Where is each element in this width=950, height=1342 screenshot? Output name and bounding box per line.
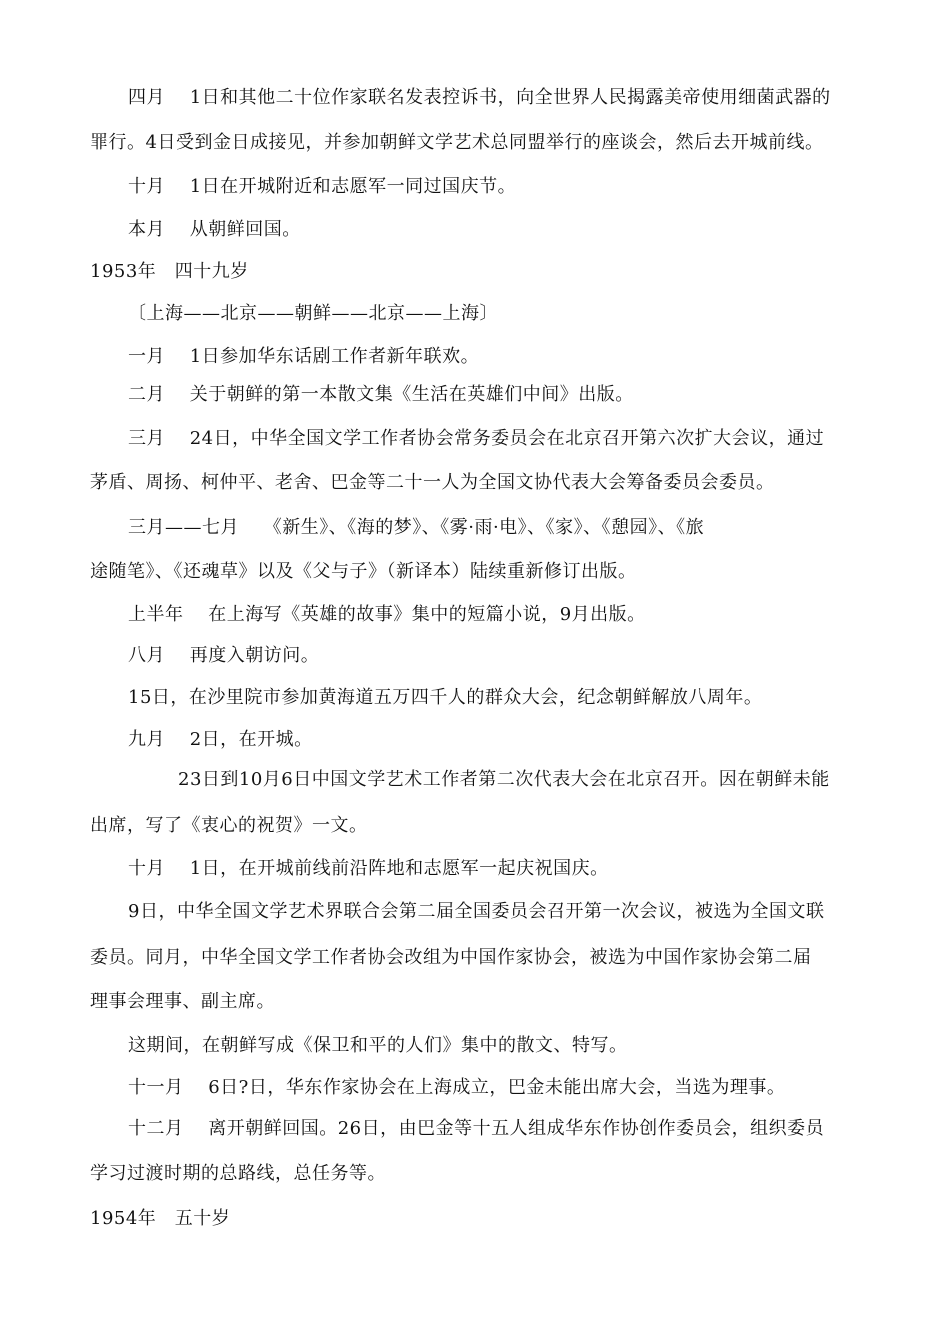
text-line: 九月 2日，在开城。 (128, 729, 313, 750)
text-line: 23日到10月6日中国文学艺术工作者第二次代表大会在北京召开。因在朝鲜未能 (178, 769, 830, 790)
text-line: 上半年 在上海写《英雄的故事》集中的短篇小说，9月出版。 (128, 604, 646, 625)
text-line: 9日，中华全国文学艺术界联合会第二届全国委员会召开第一次会议，被选为全国文联 (128, 901, 825, 922)
text-line: 15日，在沙里院市参加黄海道五万四千人的群众大会，纪念朝鲜解放八周年。 (128, 687, 763, 708)
text-line: 出席，写了《衷心的祝贺》一文。 (90, 815, 368, 836)
year-heading: 1954年 五十岁 (90, 1208, 231, 1229)
text-line: 十一月 6日?日，华东作家协会在上海成立，巴金未能出席大会，当选为理事。 (128, 1077, 786, 1098)
text-line: 三月 24日，中华全国文学工作者协会常务委员会在北京召开第六次扩大会议，通过 (128, 428, 825, 449)
text-line: 本月 从朝鲜回国。 (128, 219, 301, 240)
text-line: 途随笔》、《还魂草》以及《父与子》（新译本）陆续重新修订出版。 (90, 561, 637, 582)
text-line: 十月 1日，在开城前线前沿阵地和志愿军一起庆祝国庆。 (128, 858, 609, 879)
text-line: 茅盾、周扬、柯仲平、老舍、巴金等二十一人为全国文协代表大会筹备委员会委员。 (90, 472, 775, 493)
text-line: 一月 1日参加华东话剧工作者新年联欢。 (128, 346, 480, 367)
text-line: 十月 1日在开城附近和志愿军一同过国庆节。 (128, 176, 517, 197)
text-line: 学习过渡时期的总路线，总任务等。 (90, 1163, 386, 1184)
text-line: 四月 1日和其他二十位作家联名发表控诉书，向全世界人民揭露美帝使用细菌武器的 (128, 87, 831, 108)
location-route: 〔上海——北京——朝鲜——北京——上海〕 (128, 303, 498, 324)
text-line: 这期间，在朝鲜写成《保卫和平的人们》集中的散文、特写。 (128, 1035, 628, 1056)
text-line: 理事会理事、副主席。 (90, 991, 275, 1012)
text-line: 三月——七月 《新生》、《海的梦》、《雾·雨·电》、《家》、《憩园》、《旅 (128, 517, 705, 538)
text-line: 八月 再度入朝访问。 (128, 645, 320, 666)
text-line: 罪行。4日受到金日成接见，并参加朝鲜文学艺术总同盟举行的座谈会，然后去开城前线。 (90, 132, 824, 153)
text-line: 二月 关于朝鲜的第一本散文集《生活在英雄们中间》出版。 (128, 384, 634, 405)
year-heading: 1953年 四十九岁 (90, 261, 249, 282)
text-line: 委员。同月，中华全国文学工作者协会改组为中国作家协会，被选为中国作家协会第二届 (90, 947, 812, 968)
text-line: 十二月 离开朝鲜回国。26日，由巴金等十五人组成华东作协创作委员会，组织委员 (128, 1118, 825, 1139)
